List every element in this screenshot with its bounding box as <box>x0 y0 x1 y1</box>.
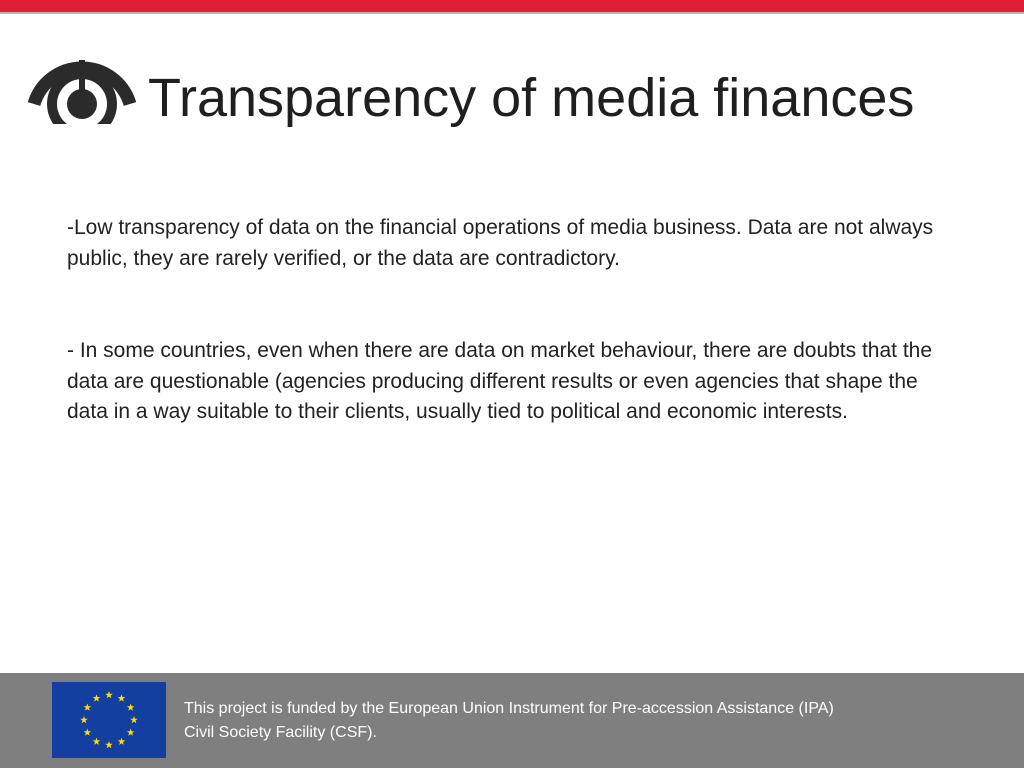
eu-flag-icon <box>52 682 166 758</box>
paragraph-low-transparency: -Low transparency of data on the financial operations of media business. Data are not always public, they are rarely verified, or the data are contradictory. <box>67 216 934 270</box>
paragraph-questionable-data: - In some countries, even when there are data on market behaviour, there are doubts that the data are questionable (agencies producing different results or even agencies that shape the data in a way suitable to their clients, usually tied to political and economic interests. <box>67 339 933 423</box>
funding-statement <box>184 697 1004 745</box>
power-target-logo <box>20 20 144 124</box>
funding-footer <box>0 673 1024 768</box>
funding-line-1: This project is funded by the European Union Instrument for Pre-accession Assistance (IPA) <box>184 700 834 717</box>
top-accent-bar <box>0 0 1024 12</box>
top-accent-divider <box>0 12 1024 14</box>
slide-title: Transparency of media finances <box>148 68 915 128</box>
funding-line-2: Civil Society Facility (CSF). <box>184 724 377 741</box>
